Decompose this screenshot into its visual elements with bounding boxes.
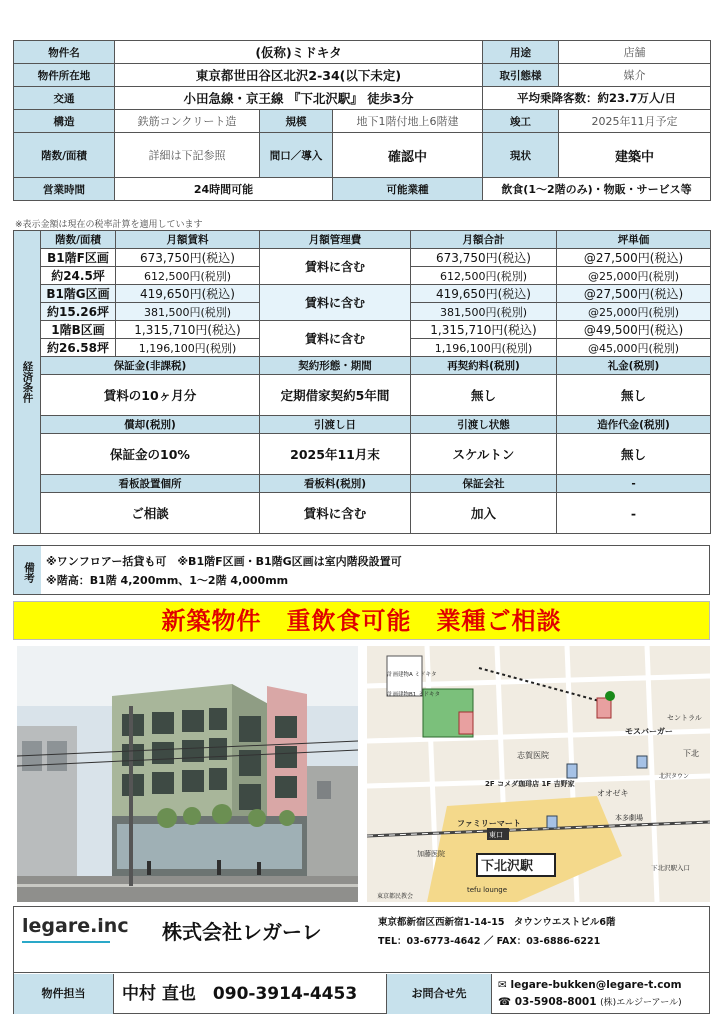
- business-label: 可能業種: [333, 178, 483, 201]
- map-label-family: ファミリーマート: [457, 819, 521, 828]
- remarks-text: [46, 552, 402, 590]
- unit-total-incl: 419,650円(税込): [411, 285, 557, 303]
- map-label-east-exit: 東口: [489, 831, 503, 839]
- fixtures-value: 無し: [557, 434, 711, 475]
- property-name-label: 物件名: [14, 41, 115, 64]
- fixtures-header: 造作代金(税別): [557, 416, 711, 434]
- floor-area-label: 階数/面積: [14, 133, 115, 178]
- completion-label: 竣工: [483, 110, 559, 133]
- remarks-line: ※ワンフロアー括貸も可 ※B1階F区画・B1階G区画は室内階段設置可: [46, 555, 402, 568]
- economic-terms-table: [13, 230, 711, 534]
- unit-tsubo-incl: @27,500円(税込): [557, 249, 711, 267]
- unit-rent-excl: 612,500円(税別): [116, 267, 260, 285]
- status-value: 建築中: [559, 133, 711, 178]
- status-label: 現状: [483, 133, 559, 178]
- company-name: 株式会社レガーレ: [162, 920, 322, 944]
- map-label-mos: モスバーガー: [625, 727, 673, 736]
- structure-label: 構造: [14, 110, 115, 133]
- eco-header-total: 月額合計: [411, 231, 557, 249]
- unit-rent-excl: 381,500円(税別): [116, 303, 260, 321]
- guarantor-header: 保証会社: [411, 475, 557, 493]
- agent-label: 物件担当: [14, 974, 114, 1014]
- address-label: 物件所在地: [14, 64, 115, 87]
- company-tel-fax: TEL：03-6773-4642 ／ FAX：03-6886-6221: [378, 936, 601, 947]
- frontage-value: 確認中: [333, 133, 483, 178]
- map-label-site-b: 計画建物A ミドキタ: [387, 672, 437, 678]
- signage-fee-value: 賃料に含む: [260, 493, 411, 534]
- map-label-kaji: 加藤医院: [417, 850, 445, 858]
- tax-note: ※表示金額は現在の税率計算を適用しています: [15, 220, 203, 230]
- remarks-line: ※階高：B1階 4,200mm、1～2階 4,000mm: [46, 574, 289, 587]
- unit-tsubo-excl: @25,000円(税別): [557, 303, 711, 321]
- contact-phone-note: (株)エルジーアール): [600, 998, 682, 1008]
- map-graphic: [367, 646, 710, 902]
- map-label-church: 東京都民教会: [377, 893, 414, 900]
- map-label-tefu: tefu lounge: [467, 886, 508, 894]
- unit-floor: 1階B区画: [41, 321, 116, 339]
- map-label-south-entrance: 下北沢駅入口: [651, 864, 690, 872]
- hours-label: 営業時間: [14, 178, 115, 201]
- signage-value: ご相談: [41, 493, 260, 534]
- unit-tsubo-incl: @49,500円(税込): [557, 321, 711, 339]
- amortization-header: 償却(税別): [41, 416, 260, 434]
- blank-header: -: [557, 475, 711, 493]
- unit-total-excl: 381,500円(税別): [411, 303, 557, 321]
- handover-state-value: スケルトン: [411, 434, 557, 475]
- company-address: 東京都新宿区西新宿1-14-15 タウンウエストビル6階: [378, 917, 616, 928]
- deposit-value: 賃料の10ヶ月分: [41, 375, 260, 416]
- completion-value: 2025年11月予定: [559, 110, 711, 133]
- legare-logo: [22, 915, 129, 937]
- unit-area: 約26.58坪: [41, 339, 116, 357]
- unit-rent-excl: 1,196,100円(税別): [116, 339, 260, 357]
- contract-value: 定期借家契約5年間: [260, 375, 411, 416]
- unit-rent-incl: 673,750円(税込): [116, 249, 260, 267]
- company-address-block: [378, 913, 616, 951]
- agent-row: [14, 974, 709, 1014]
- unit-total-excl: 612,500円(税別): [411, 267, 557, 285]
- unit-area: 約24.5坪: [41, 267, 116, 285]
- frontage-label: 間口／導入: [260, 133, 333, 178]
- remarks-box: [13, 545, 710, 595]
- unit-tsubo-excl: @25,000円(税別): [557, 267, 711, 285]
- eco-header-floor: 階数/面積: [41, 231, 116, 249]
- company-row: [14, 907, 709, 973]
- deposit-header: 保証金(非課税): [41, 357, 260, 375]
- transport-value: 小田急線・京王線 『下北沢駅』 徒歩3分: [115, 87, 483, 110]
- unit-total-incl: 1,315,710円(税込): [411, 321, 557, 339]
- economics-side-label: 経済条件: [14, 231, 41, 534]
- contact-phone[interactable]: 03-5908-8001: [514, 996, 597, 1008]
- agent-name-phone: 中村 直也 090-3914-4453: [122, 984, 358, 1004]
- renewal-value: 無し: [411, 375, 557, 416]
- contact-email[interactable]: legare-bukken@legare-t.com: [510, 979, 682, 991]
- contact-details: [498, 977, 682, 1012]
- map-label-honda: 本多劇場: [615, 814, 643, 822]
- structure-value: 鉄筋コンクリート造: [115, 110, 260, 133]
- floor-area-value: 詳細は下記参照: [115, 133, 260, 178]
- deal-value: 媒介: [559, 64, 711, 87]
- map-label-central: セントラル: [667, 714, 702, 722]
- use-value: 店舗: [559, 41, 711, 64]
- building-rendering-image: [17, 646, 358, 902]
- scale-value: 地下1階付地上6階建: [333, 110, 483, 133]
- contact-footer: [13, 906, 710, 1014]
- map-label-oozeki: オオゼキ: [597, 789, 629, 798]
- contact-label: お問合せ先: [386, 974, 492, 1014]
- area-map: [367, 646, 710, 902]
- flyer-sheet: [13, 40, 710, 1008]
- unit-floor: B1階G区画: [41, 285, 116, 303]
- mail-icon: ✉: [498, 979, 511, 991]
- map-label-site-a: 計画建物B1 ミドキタ: [387, 692, 440, 698]
- unit-area: 約15.26坪: [41, 303, 116, 321]
- unit-rent-incl: 1,315,710円(税込): [116, 321, 260, 339]
- eco-header-rent: 月額賃料: [116, 231, 260, 249]
- logo-underline: [22, 941, 110, 943]
- property-info-table: [13, 40, 711, 201]
- blank-value: -: [557, 493, 711, 534]
- guarantor-value: 加入: [411, 493, 557, 534]
- signage-header: 看板設置個所: [41, 475, 260, 493]
- unit-floor: B1階F区画: [41, 249, 116, 267]
- unit-tsubo-incl: @27,500円(税込): [557, 285, 711, 303]
- handover-date-value: 2025年11月末: [260, 434, 411, 475]
- unit-mgmt: 賃料に含む: [260, 321, 411, 357]
- headline-banner: 新築物件 重飲食可能 業種ご相談: [13, 601, 710, 640]
- unit-mgmt: 賃料に含む: [260, 285, 411, 321]
- key-money-value: 無し: [557, 375, 711, 416]
- key-money-header: 礼金(税別): [557, 357, 711, 375]
- business-value: 飲食(1～2階のみ)・物販・サービス等: [483, 178, 711, 201]
- unit-total-excl: 1,196,100円(税別): [411, 339, 557, 357]
- address-value: 東京都世田谷区北沢2-34(以下未定): [115, 64, 483, 87]
- remarks-label: 備考: [14, 546, 41, 594]
- passenger-count: 平均乗降客数：約23.7万人/日: [483, 87, 711, 110]
- scale-label: 規模: [260, 110, 333, 133]
- transport-label: 交通: [14, 87, 115, 110]
- logo-text: legare.inc: [22, 915, 129, 937]
- unit-total-incl: 673,750円(税込): [411, 249, 557, 267]
- map-label-kitazawa-town: 北沢タウン: [659, 773, 690, 780]
- phone-icon: ☎: [498, 996, 515, 1008]
- renewal-header: 再契約料(税別): [411, 357, 557, 375]
- map-label-clinic: 志賀医院: [517, 751, 549, 760]
- amortization-value: 保証金の10%: [41, 434, 260, 475]
- unit-tsubo-excl: @45,000円(税別): [557, 339, 711, 357]
- property-name: (仮称)ミドキタ: [115, 41, 483, 64]
- hours-value: 24時間可能: [115, 178, 333, 201]
- map-label-shimokita-right: 下北: [683, 749, 699, 758]
- map-label-cafe: 2F コメダ珈琲店 1F 吉野家: [485, 780, 575, 788]
- deal-label: 取引態様: [483, 64, 559, 87]
- use-label: 用途: [483, 41, 559, 64]
- unit-rent-incl: 419,650円(税込): [116, 285, 260, 303]
- eco-header-tsubo: 坪単価: [557, 231, 711, 249]
- map-label-station: 下北沢駅: [481, 859, 534, 874]
- handover-date-header: 引渡し日: [260, 416, 411, 434]
- unit-mgmt: 賃料に含む: [260, 249, 411, 285]
- contract-header: 契約形態・期間: [260, 357, 411, 375]
- eco-header-mgmt: 月額管理費: [260, 231, 411, 249]
- signage-fee-header: 看板料(税別): [260, 475, 411, 493]
- handover-state-header: 引渡し状態: [411, 416, 557, 434]
